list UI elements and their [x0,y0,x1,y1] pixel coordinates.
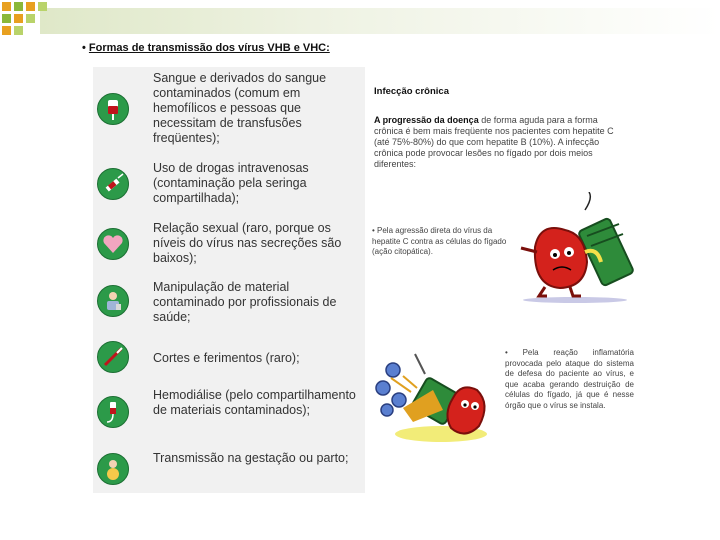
row-text: Sangue e derivados do sangue contaminados (comum em hemofílicos e pessoas que necessitam de transfusões freqüentes); [153,71,327,145]
transmission-table [93,67,365,493]
syringe-icon [97,168,129,200]
row-text: Uso de drogas intravenosas (contaminação pela seringa compartilhada); [153,161,309,205]
blood-bag-icon [97,93,129,125]
row-text: Relação sexual (raro, porque os níveis do vírus nas secreções são baixos); [153,221,342,265]
immune-attack-illustration [373,348,495,448]
pregnancy-icon [97,453,129,485]
bullet-inflammatory-reaction: • Pela reação inflamatória provocada pelo ataque do sistema de defesa do paciente ao vírus, e que acaba gerando destruição de células do fígado, já que é nesse órgão que o vírus se instala. [505,348,634,410]
bullet-direct-aggression: • Pela agressão direta do vírus da hepatite C contra as células do fígado (ação citopática). [372,226,507,256]
row-text: Cortes e ferimentos (raro); [153,351,300,365]
section-title: Infecção crônica [374,86,449,97]
health-worker-icon [97,285,129,317]
row-text: Manipulação de material contaminado por profissionais de saúde; [153,280,337,324]
row-text: Transmissão na gestação ou parto; [153,451,349,465]
slide-title [82,42,330,54]
paragraph-rest: de forma aguda para a forma crônica é bem mais freqüente nos pacientes com hepatite C (até 75%-80%) do que com hepatite B (10%). A infecção crônica pode provocar lesões no fígado por dois meios diferentes: [374,115,614,169]
paragraph-bold: A progressão da doença [374,115,479,125]
corner-decoration [0,0,60,40]
header-band [40,8,720,34]
heart-icon [97,228,129,260]
scalpel-icon [97,341,129,373]
dialysis-icon [97,396,129,428]
chronic-paragraph [374,115,626,170]
title-bullet: • [82,42,86,54]
title-text: Formas de transmissão dos vírus VHB e VHC: [88,42,330,54]
row-text: Hemodiálise (pelo compartilhamento de materiais contaminados); [153,388,356,417]
liver-cartoon-illustration [515,192,635,304]
